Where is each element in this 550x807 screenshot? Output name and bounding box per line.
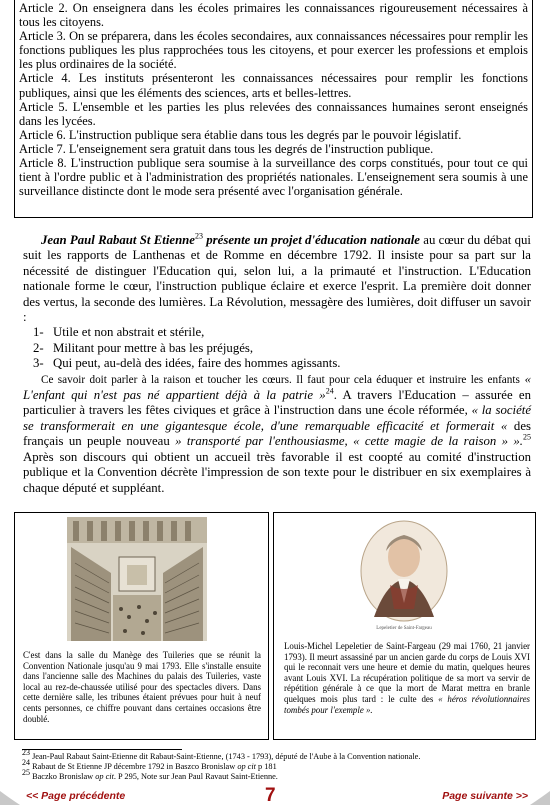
footnote-ref-23[interactable]: 23 <box>194 231 203 241</box>
portrait-inscription: Lepeletier de Saint-Fargeau <box>376 626 432 631</box>
salle-manege-engraving <box>15 513 268 643</box>
savoir-list <box>23 325 531 371</box>
footnote-23: $^{23}$ Jean-Paul Rabaut Saint-Etienne dit Rabaut-Saint-Etienne, (1743 - 1793), député de l'Aube à la Convention nationale. <box>22 748 421 761</box>
list-item: 3- Qui peut, au-delà des idées, faire des hommes agissants. <box>33 356 341 371</box>
quote-societe: « la société se transformerait en une gigantesque école, d'une remarquable efficacité et formerait « <box>23 403 532 433</box>
left-caption: C'est dans la salle du Manège des Tuileries que se réunit la Convention Nationale jusqu'au 9 mai 1793. Elle s'installe ensuite dans l'ancienne salle des Machines du palais des Tuileries, vaste local au rez-de-chaussée utilisé pour des spectacles divers. Dans cette dernière salle, les tribunes étaient prévues pour huit à neuf cents personnes, ce chiffre pouvant dans certaines occasions être doublé. <box>23 650 261 724</box>
next-page-link[interactable]: Page suivante >> <box>442 790 528 802</box>
article-8: Article 8. L'instruction publique sera soumise à la surveillance des corps constitués, pour tout ce qui tient à l'ordre public et à l'administration des propriétés nationales. L'enseignement sera soumis à une surveillance distincte dont le mode sera présenté avec l'organisation générale. <box>19 156 528 199</box>
footnote-rule <box>22 749 182 750</box>
footnote-ref-24[interactable]: 24 <box>325 386 334 396</box>
page-number: 7 <box>265 785 276 806</box>
previous-page-link[interactable]: << Page précédente <box>26 790 126 802</box>
list-item: 1- Utile et non abstrait et stérile, <box>33 325 205 340</box>
list-item: 2- Militant pour mettre à bas les préjugés, <box>33 340 254 355</box>
lead-name: Jean Paul Rabaut St Etienne <box>41 233 195 247</box>
figure-lepeletier-portrait <box>273 512 536 740</box>
footnote-ref-25[interactable]: 25 <box>523 433 531 443</box>
lead-text: au cœur du débat qui suit les rapports de Lanthenas et de Romme en décembre 1792. Il insiste pour sa part sur la nécessité de distinguer l'Education qui, selon lui, a la primauté et l'instruction. L'Education nationale forme le cœur, l'instruction publique éclaire et exerce l'esprit. La première doit donner des vertus, la seconde des lumières. La Révolution, messagère des lumières, doit diffuser un savoir : <box>23 233 531 325</box>
page-footer <box>0 787 550 805</box>
quote-enthousiasme: » transporté par l'enthousiasme, « cette magie de la raison » ». <box>169 434 523 449</box>
footnote-25: $^{25}$ Baczko Bronislaw op cit. P 295, Note sur Jean Paul Ravaut Saint-Etienne. <box>22 768 278 781</box>
page-curl-left-icon <box>0 787 20 805</box>
article-7: Article 7. L'enseignement sera gratuit dans tous les degrés de l'instruction publique. <box>19 141 434 156</box>
main-text <box>23 233 531 496</box>
article-4: Article 4. Les instituts présenteront les connaissances nécessaires pour remplir les fonctions publiques, ainsi que les éléments des sciences, arts et belles-lettres. <box>19 71 528 100</box>
right-caption-quote: « héros révolutionnaires tombés pour l'exemple ». <box>284 693 530 715</box>
articles-box <box>14 0 533 218</box>
article-2: Article 2. On enseignera dans les écoles primaires les connaissances rigoureusement nécessaires à tous les citoyens. <box>19 1 528 30</box>
lead-paragraph <box>23 233 531 325</box>
second-paragraph: Ce savoir doit parler à la raison et toucher les cœurs. Il faut pour cela éduquer et instruire les enfants « L'enfant qui n'est pas né appartient déjà à la patrie »$^{24}$. A travers l'Education – assurée en particulier à travers les fêtes civiques et grâce à l'instruction dans une école réformée, « la société se transformerait en une gigantesque école, d'une remarquable efficacité et formerait « des français un peuple nouveau » transporté par l'enthousiasme, « cette magie de la raison » ».$^{25}$ Après son discours qui obtient un accueil très favorable il est coopté au comité d'instruction publique et la Convention décrète l'impression de son texte pour le distribuer en six exemplaires à chaque député et suppléant. <box>23 371 532 495</box>
article-3: Article 3. On se préparera, dans les écoles secondaires, aux connaissances nécessaires pour remplir les fonctions publiques les plus rapprochées tous les citoyens, et pour exercer les professions et emplois les plus ordinaires de la société. <box>19 29 528 72</box>
page-curl-right-icon <box>530 787 550 805</box>
figure-salle-manege <box>14 512 269 740</box>
footnote-24: $^{24}$ Rabaut de St Etienne JP décembre 1792 in Baszco Bronislaw op cit p 181 <box>22 758 277 771</box>
right-caption: Louis-Michel Lepeletier de Saint-Fargeau (29 mai 1760, 21 janvier 1793). Il meurt assassiné par un ancien garde du corps de Louis XVI qui le reconnait vers une heure et demie du matin, quelques heures avant Louis XVI. La récupération politique de sa mort va servir de répétition générale à ce que la mort de Marat mettra en branle quelques mois plus tard : le culte des « héros révolutionnaires tombés pour l'exemple ». <box>284 641 530 715</box>
quote-enfant: « L'enfant qui n'est pas né appartient déjà à la patrie » <box>23 371 531 403</box>
article-6: Article 6. L'instruction publique sera établie dans tous les degrés par le pouvoir législatif. <box>19 127 462 142</box>
article-5: Article 5. L'ensemble et les parties les plus relevées des connaissances humaines seront enseignés dans les lycées. <box>19 99 528 128</box>
lepeletier-portrait <box>274 513 535 639</box>
lead-bold-rest: présente un projet d'éducation nationale <box>202 233 420 247</box>
